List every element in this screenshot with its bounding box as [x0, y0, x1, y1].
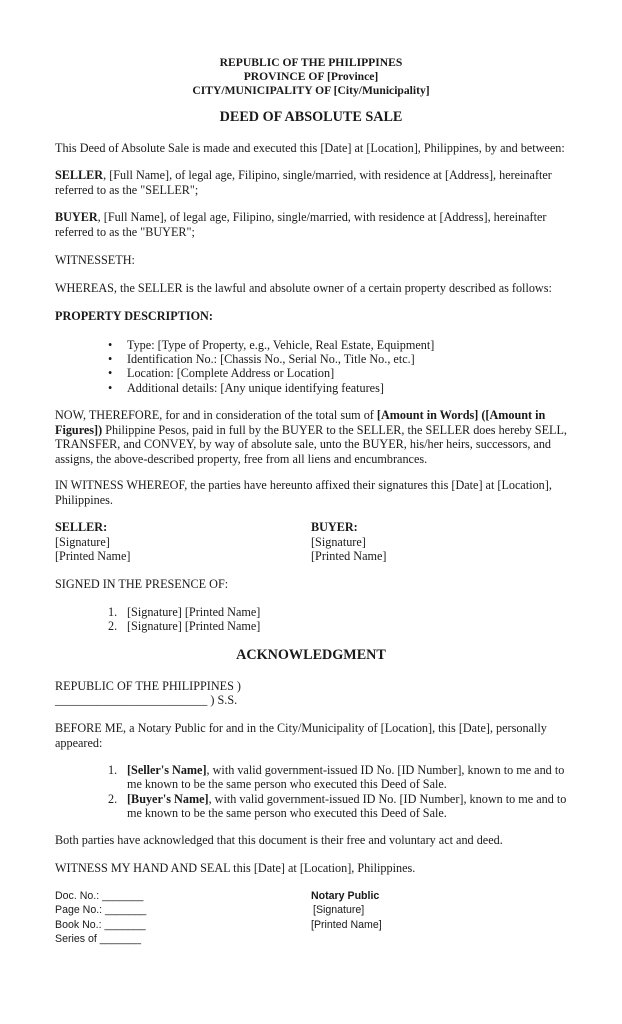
in-witness-paragraph: IN WITNESS WHEREOF, the parties have hereunto affixed their signatures this [Date] at [Location], Philippines. — [55, 478, 552, 507]
appearer-item-buyer: 2. [Buyer's Name], with valid government-issued ID No. [ID Number], known to me and to me known to be the same person who executed this Deed of Sale. — [108, 791, 567, 821]
presence-heading: SIGNED IN THE PRESENCE OF: — [55, 577, 229, 591]
witness-list — [108, 605, 260, 633]
header-republic: REPUBLIC OF THE PHILIPPINES — [219, 56, 403, 69]
property-item-identification: • Identification No.: [Chassis No., Serial No., Title No., etc.] — [108, 352, 434, 366]
buyer-clause-label: BUYER — [55, 210, 98, 224]
witness-item: 1. [Signature] [Printed Name] — [108, 605, 261, 619]
buyer-printed-name: [Printed Name] — [311, 549, 387, 564]
appearer-item-seller: 1. [Seller's Name], with valid government-issued ID No. [ID Number], known to me and to me known to be the same person who executed this Deed of Sale. — [108, 763, 565, 792]
document-title: DEED OF ABSOLUTE SALE — [219, 109, 403, 125]
book-no-field: Book No.: _______ — [55, 918, 146, 931]
seller-signature-line: [Signature] — [55, 534, 110, 549]
buyer-signature-label: BUYER: — [311, 520, 358, 534]
notary-signature-line: [Signature] — [313, 904, 365, 917]
page-no-field: Page No.: _______ — [55, 904, 147, 917]
witness-item: 2. [Signature] [Printed Name] — [108, 619, 261, 634]
buyer-clause-text: , [Full Name], of legal age, Filipino, single/married, with residence at [Address], hereinafter referred to as the "BUYER"; — [55, 210, 547, 239]
notarial-register-block — [55, 889, 146, 947]
notary-signature-block — [311, 889, 382, 932]
seller-signature-block — [55, 520, 130, 564]
property-item-location: • Location: [Complete Address or Location] — [108, 366, 434, 380]
notary-printed-name: [Printed Name] — [311, 918, 382, 931]
buyer-signature-block — [311, 520, 386, 564]
intro-paragraph: This Deed of Absolute Sale is made and executed this [Date] at [Location], Philippines, by and between: — [55, 141, 565, 155]
appearers-list — [108, 763, 577, 821]
property-item-additional: • Additional details: [Any unique identifying features] — [108, 381, 434, 395]
property-description-heading: PROPERTY DESCRIPTION: — [55, 309, 213, 323]
header-province: PROVINCE OF [Province] — [243, 70, 379, 83]
consideration-rest: Philippine Pesos, paid in full by the BUYER to the SELLER, the SELLER does hereby SELL, TRANSFER, and CONVEY, by way of absolute sale, unto the BUYER, his/her heirs, successors, and assigns, the above-described property, free from all liens and encumbrances. — [55, 422, 567, 466]
seller-clause — [55, 168, 575, 197]
series-field: Series of _______ — [55, 933, 141, 946]
consideration-paragraph — [55, 408, 575, 466]
witness-hand-paragraph: WITNESS MY HAND AND SEAL this [Date] at [Location], Philippines. — [55, 861, 416, 875]
before-me-paragraph: BEFORE ME, a Notary Public for and in the City/Municipality of [Location], this [Date], personally appeared: — [55, 721, 547, 750]
seller-signature-label: SELLER: — [55, 520, 108, 534]
acknowledgment-title: ACKNOWLEDGMENT — [236, 647, 386, 663]
buyer-signature-line: [Signature] — [311, 534, 366, 549]
venue-line-2: _________________________ ) S.S. — [55, 693, 238, 707]
notary-public-label: Notary Public — [311, 890, 380, 902]
seller-clause-text: , [Full Name], of legal age, Filipino, single/married, with residence at [Address], hereinafter referred to as the "SELLER"; — [55, 168, 552, 197]
header-city: CITY/MUNICIPALITY OF [City/Municipality] — [192, 84, 430, 97]
property-item-type: • Type: [Type of Property, e.g., Vehicle, Real Estate, Equipment] — [108, 338, 434, 352]
witnesseth-heading: WITNESSETH: — [55, 253, 135, 267]
seller-printed-name: [Printed Name] — [55, 549, 131, 564]
doc-no-field: Doc. No.: _______ — [55, 890, 144, 902]
buyer-clause — [55, 210, 575, 239]
both-parties-paragraph: Both parties have acknowledged that this document is their free and voluntary act and deed. — [55, 833, 503, 847]
consideration-amount: [Amount in Words] ([Amount in Figures]) — [55, 408, 546, 437]
property-description-list — [108, 338, 434, 395]
whereas-paragraph: WHEREAS, the SELLER is the lawful and absolute owner of a certain property described as follows: — [55, 281, 552, 295]
consideration-lead: NOW, THEREFORE, for and in consideration of the total sum of — [55, 408, 377, 422]
venue-line-1: REPUBLIC OF THE PHILIPPINES ) — [55, 679, 241, 693]
seller-clause-label: SELLER — [55, 168, 104, 182]
